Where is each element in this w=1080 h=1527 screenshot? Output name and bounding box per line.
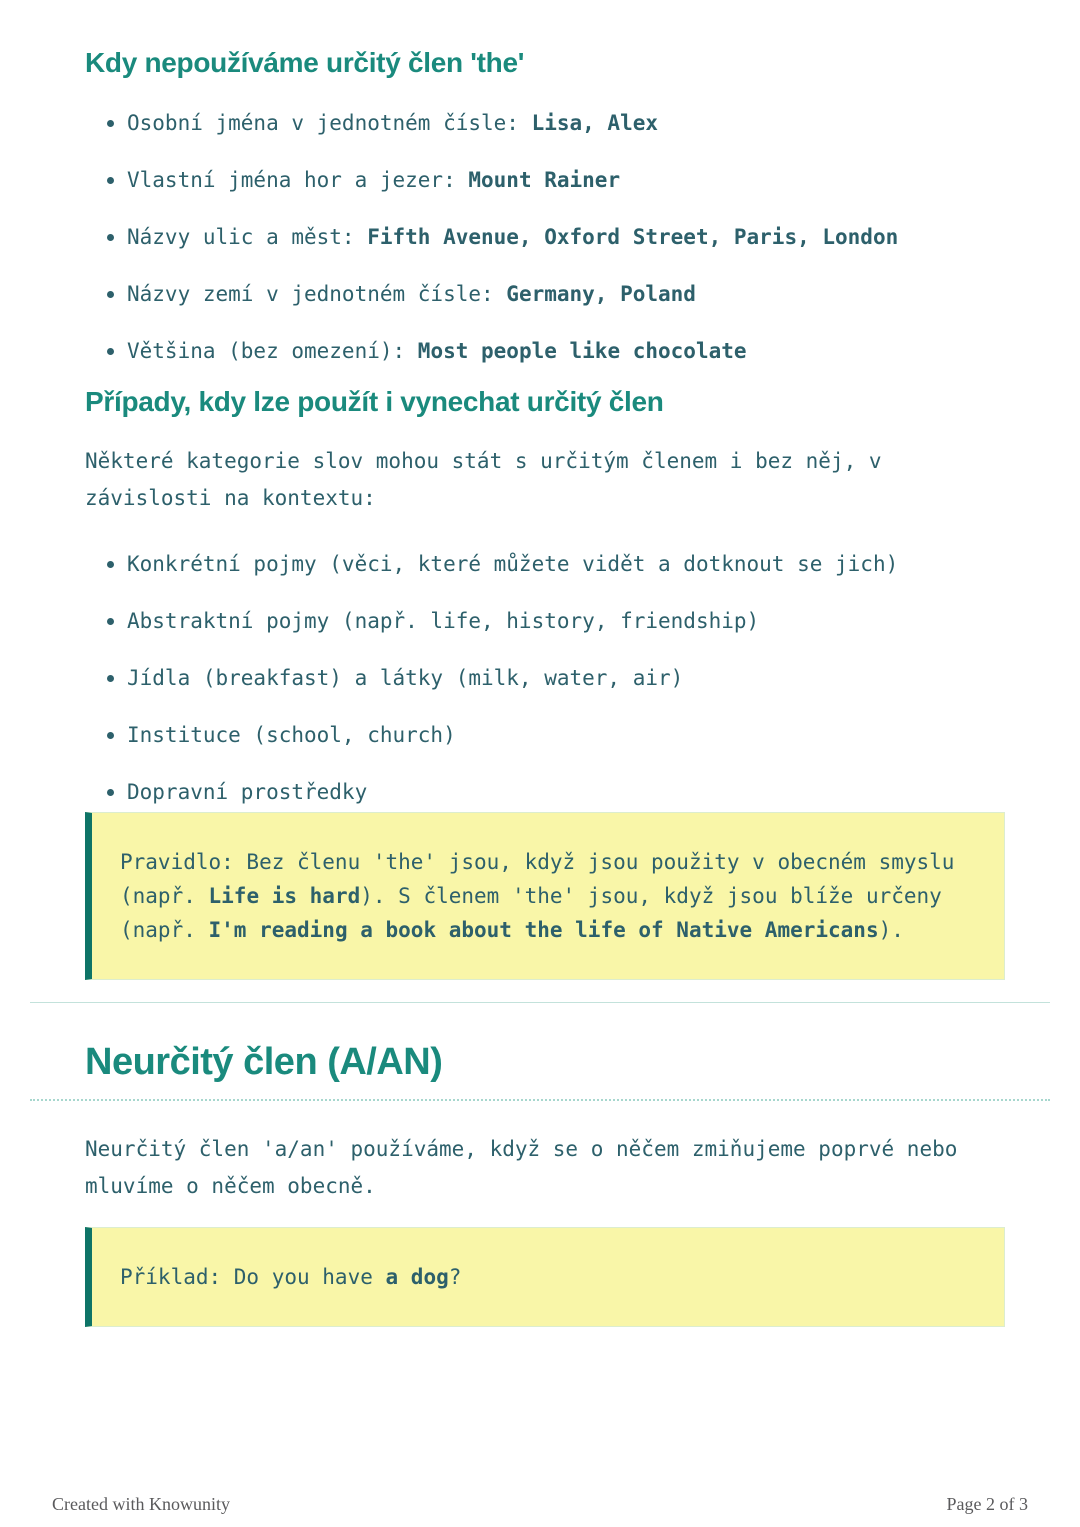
example-callout-text: Příklad: Do you have a dog? (120, 1265, 462, 1289)
example-callout (85, 1227, 1005, 1327)
section-heading-optional: Případy, kdy lze použít i vynechat určitý člen (85, 386, 664, 417)
list-item: Konkrétní pojmy (věci, které můžete vidět a dotknout se jich) (85, 547, 1005, 582)
list-item: Jídla (breakfast) a látky (milk, water, air) (85, 661, 1005, 696)
bullet-icon (107, 789, 114, 796)
bullet-icon (107, 732, 114, 739)
bullet-icon (107, 291, 114, 298)
page-heading-indefinite-article: Neurčitý člen (A/AN) (30, 1039, 1050, 1101)
bullet-icon (107, 234, 114, 241)
section-divider (30, 1002, 1050, 1003)
bullet-icon (107, 120, 114, 127)
list-item: Názvy ulic a měst: Fifth Avenue, Oxford Street, Paris, London (85, 220, 1005, 255)
bullet-icon (107, 675, 114, 682)
footer-branding: Created with Knowunity (52, 1494, 230, 1514)
paragraph-optional-intro: Některé kategorie slov mohou stát s určitým členem i bez něj, v závislosti na kontextu: (85, 449, 882, 510)
page-footer (52, 1494, 1028, 1515)
list-item: Názvy zemí v jednotném čísle: Germany, Poland (85, 277, 1005, 312)
list-item: Dopravní prostředky (85, 775, 1005, 810)
list-item: Většina (bez omezení): Most people like chocolate (85, 334, 1005, 369)
bullet-icon (107, 348, 114, 355)
bullet-list-optional (85, 547, 1005, 810)
bullet-icon (107, 618, 114, 625)
rule-callout (85, 812, 1005, 980)
list-item: Abstraktní pojmy (např. life, history, friendship) (85, 604, 1005, 639)
section-heading-no-article: Kdy nepoužíváme určitý člen 'the' (85, 47, 525, 78)
list-item: Osobní jména v jednotném čísle: Lisa, Alex (85, 106, 1005, 141)
bullet-icon (107, 177, 114, 184)
list-item: Vlastní jména hor a jezer: Mount Rainer (85, 163, 1005, 198)
list-item: Instituce (school, church) (85, 718, 1005, 753)
footer-page-number: Page 2 of 3 (946, 1494, 1028, 1514)
bullet-list-no-article (85, 106, 1005, 369)
bullet-icon (107, 561, 114, 568)
rule-callout-text: Pravidlo: Bez členu 'the' jsou, když jsou použity v obecném smyslu (např. Life is hard). S členem 'the' jsou, když jsou blíže určeny (např. I'm reading a book about the life of Native Americans). (120, 850, 955, 942)
paragraph-indefinite-intro: Neurčitý člen 'a/an' používáme, když se o něčem zmiňujeme poprvé nebo mluvíme o něčem obecně. (85, 1137, 958, 1198)
